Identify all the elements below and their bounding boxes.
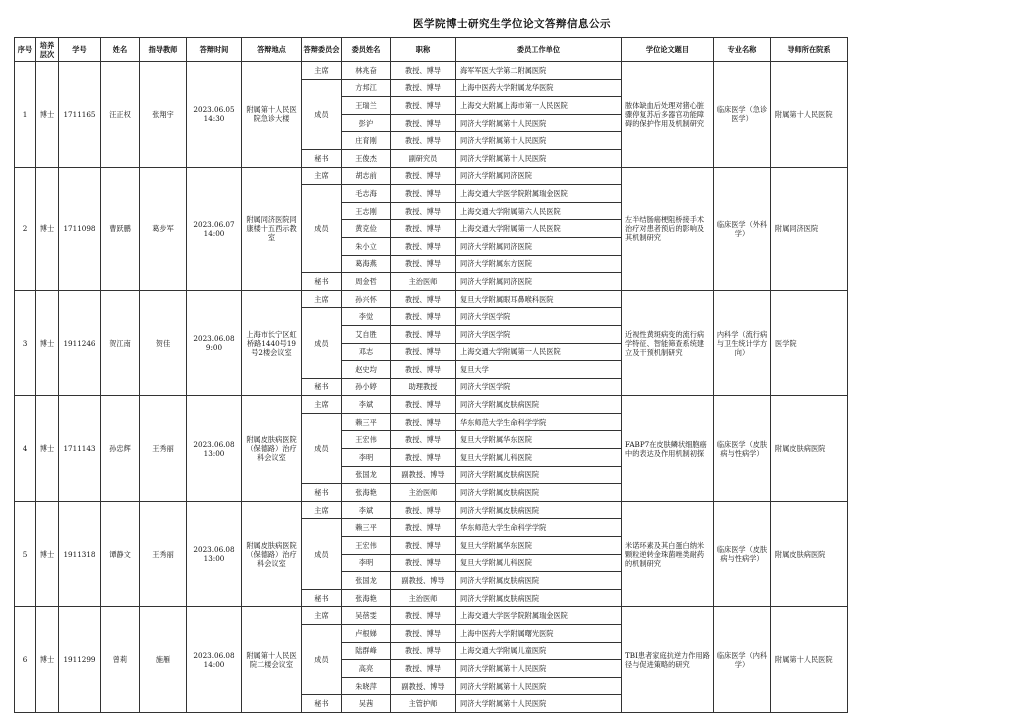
header-cell: 学号 xyxy=(59,38,101,62)
member-name: 王宏伟 xyxy=(342,537,391,555)
degree-level: 博士 xyxy=(36,607,59,713)
defense-place: 附属皮肤病医院（保德路）治疗科会议室 xyxy=(242,501,302,607)
advisor-department: 医学院 xyxy=(771,290,848,396)
defense-time: 2023.06.08 9:00 xyxy=(187,290,242,396)
member-unit: 复旦大学附属华东医院 xyxy=(456,431,622,449)
advisor-name: 张翔宇 xyxy=(140,62,187,168)
table-row xyxy=(15,501,848,519)
member-unit: 同济大学附属第十人民医院 xyxy=(456,149,622,167)
member-name: 庄育刚 xyxy=(342,132,391,150)
member-title: 教授、博导 xyxy=(391,202,456,220)
member-unit: 上海交通大学附属第一人民医院 xyxy=(456,343,622,361)
member-name: 李明 xyxy=(342,554,391,572)
member-title: 教授、博导 xyxy=(391,237,456,255)
member-unit: 同济大学附属同济医院 xyxy=(456,273,622,291)
member-name: 方邦江 xyxy=(342,79,391,97)
table-row xyxy=(15,167,848,185)
member-title: 教授、博导 xyxy=(391,660,456,678)
member-name: 葛海燕 xyxy=(342,255,391,273)
committee-role: 主席 xyxy=(302,396,342,414)
member-title: 副教授、博导 xyxy=(391,677,456,695)
student-name: 曹跃鹏 xyxy=(101,167,140,290)
committee-role: 成员 xyxy=(302,185,342,273)
header-cell: 姓名 xyxy=(101,38,140,62)
committee-role: 主席 xyxy=(302,501,342,519)
degree-level: 博士 xyxy=(36,501,59,607)
committee-role: 成员 xyxy=(302,625,342,695)
student-id: 1911299 xyxy=(59,607,101,713)
member-name: 李觉 xyxy=(342,308,391,326)
member-title: 教授、博导 xyxy=(391,537,456,555)
member-name: 陆群峰 xyxy=(342,642,391,660)
member-unit: 同济大学附属皮肤病医院 xyxy=(456,501,622,519)
student-name: 曾莉 xyxy=(101,607,140,713)
member-name: 张国龙 xyxy=(342,572,391,590)
member-title: 主管护师 xyxy=(391,695,456,713)
member-unit: 华东师范大学生命科学学院 xyxy=(456,413,622,431)
header-cell: 委员姓名 xyxy=(342,38,391,62)
member-name: 张海艳 xyxy=(342,484,391,502)
member-name: 胡志前 xyxy=(342,167,391,185)
member-name: 李斌 xyxy=(342,501,391,519)
member-title: 教授、博导 xyxy=(391,62,456,80)
committee-role: 成员 xyxy=(302,79,342,149)
member-title: 教授、博导 xyxy=(391,519,456,537)
advisor-department: 附属皮肤病医院 xyxy=(771,501,848,607)
member-unit: 同济大学附属第十人民医院 xyxy=(456,114,622,132)
major-name: 临床医学（皮肤病与性病学） xyxy=(714,396,771,502)
advisor-department: 附属同济医院 xyxy=(771,167,848,290)
student-name: 孙忠辉 xyxy=(101,396,140,502)
committee-role: 秘书 xyxy=(302,273,342,291)
header-cell: 培养层次 xyxy=(36,38,59,62)
header-cell: 委员工作单位 xyxy=(456,38,622,62)
member-title: 教授、博导 xyxy=(391,343,456,361)
header-cell: 答辩地点 xyxy=(242,38,302,62)
member-name: 卢根娣 xyxy=(342,625,391,643)
thesis-title: 近视性黄斑病变的流行病学特征、智能筛查系统建立及干预机制研究 xyxy=(622,290,714,396)
member-title: 教授、博导 xyxy=(391,413,456,431)
record-number: 1 xyxy=(15,62,36,168)
member-unit: 同济大学附属皮肤病医院 xyxy=(456,396,622,414)
member-unit: 上海交大附属上海市第一人民医院 xyxy=(456,97,622,115)
thesis-title: 米诺环素及其白蛋白纳米颗粒逆转金珠菌唑类耐药的机制研究 xyxy=(622,501,714,607)
member-name: 赖三平 xyxy=(342,413,391,431)
member-unit: 上海交通大学附属第一人民医院 xyxy=(456,220,622,238)
member-name: 彭沪 xyxy=(342,114,391,132)
member-title: 教授、博导 xyxy=(391,308,456,326)
member-unit: 上海交通大学附属第六人民医院 xyxy=(456,202,622,220)
member-unit: 同济大学医学院 xyxy=(456,325,622,343)
committee-role: 主席 xyxy=(302,62,342,80)
committee-role: 成员 xyxy=(302,308,342,378)
advisor-department: 附属第十人民医院 xyxy=(771,607,848,713)
member-title: 助理教授 xyxy=(391,378,456,396)
major-name: 内科学（流行病与卫生统计学方向） xyxy=(714,290,771,396)
member-name: 毛志海 xyxy=(342,185,391,203)
member-title: 教授、博导 xyxy=(391,431,456,449)
table-row xyxy=(15,396,848,414)
header-cell: 答辩委员会 xyxy=(302,38,342,62)
member-name: 孙小婷 xyxy=(342,378,391,396)
defense-place: 上海市长宁区虹桥路1440号19号2楼会议室 xyxy=(242,290,302,396)
major-name: 临床医学（内科学） xyxy=(714,607,771,713)
member-name: 周金哲 xyxy=(342,273,391,291)
committee-role: 主席 xyxy=(302,290,342,308)
record-number: 6 xyxy=(15,607,36,713)
student-id: 1911246 xyxy=(59,290,101,396)
defense-time: 2023.06.05 14:30 xyxy=(187,62,242,168)
thesis-title: 左半结肠癌梗阻桥接手术治疗对患者预后的影响及其机制研究 xyxy=(622,167,714,290)
member-unit: 同济大学附属皮肤病医院 xyxy=(456,572,622,590)
table-row xyxy=(15,290,848,308)
defense-place: 附属皮肤病医院（保德路）治疗科会议室 xyxy=(242,396,302,502)
member-unit: 上海中医药大学附属龙华医院 xyxy=(456,79,622,97)
student-id: 1711098 xyxy=(59,167,101,290)
member-title: 教授、博导 xyxy=(391,97,456,115)
member-title: 主治医师 xyxy=(391,589,456,607)
member-name: 朱小立 xyxy=(342,237,391,255)
member-title: 教授、博导 xyxy=(391,449,456,467)
committee-role: 秘书 xyxy=(302,484,342,502)
defense-time: 2023.06.07 14:00 xyxy=(187,167,242,290)
member-unit: 同济大学医学院 xyxy=(456,308,622,326)
student-name: 谭静文 xyxy=(101,501,140,607)
committee-role: 秘书 xyxy=(302,589,342,607)
advisor-name: 王秀丽 xyxy=(140,396,187,502)
advisor-name: 施雁 xyxy=(140,607,187,713)
member-unit: 复旦大学附属华东医院 xyxy=(456,537,622,555)
member-name: 赵史均 xyxy=(342,361,391,379)
member-title: 教授、博导 xyxy=(391,607,456,625)
degree-level: 博士 xyxy=(36,167,59,290)
header-cell: 答辩时间 xyxy=(187,38,242,62)
degree-level: 博士 xyxy=(36,290,59,396)
member-unit: 同济大学附属同济医院 xyxy=(456,167,622,185)
record-number: 5 xyxy=(15,501,36,607)
member-name: 李斌 xyxy=(342,396,391,414)
member-title: 主治医师 xyxy=(391,484,456,502)
header-cell: 专业名称 xyxy=(714,38,771,62)
member-name: 吴蓓雯 xyxy=(342,607,391,625)
table-row xyxy=(15,607,848,625)
student-name: 贺江南 xyxy=(101,290,140,396)
advisor-name: 贺佳 xyxy=(140,290,187,396)
member-name: 吴茜 xyxy=(342,695,391,713)
thesis-title: FABP7在皮肤鳞状细胞癌中的表达及作用机制初探 xyxy=(622,396,714,502)
degree-level: 博士 xyxy=(36,396,59,502)
member-name: 王俊杰 xyxy=(342,149,391,167)
member-unit: 同济大学附属皮肤病医院 xyxy=(456,466,622,484)
member-name: 张海艳 xyxy=(342,589,391,607)
member-title: 教授、博导 xyxy=(391,501,456,519)
member-title: 副教授、博导 xyxy=(391,572,456,590)
header-cell: 学位论文题目 xyxy=(622,38,714,62)
member-title: 副研究员 xyxy=(391,149,456,167)
member-name: 林兆奋 xyxy=(342,62,391,80)
table-body xyxy=(15,62,848,713)
header-cell: 导师所在院系 xyxy=(771,38,848,62)
member-title: 教授、博导 xyxy=(391,290,456,308)
committee-role: 主席 xyxy=(302,167,342,185)
member-name: 高亮 xyxy=(342,660,391,678)
header-row xyxy=(15,38,848,62)
member-title: 教授、博导 xyxy=(391,220,456,238)
member-title: 教授、博导 xyxy=(391,167,456,185)
member-unit: 同济大学附属同济医院 xyxy=(456,237,622,255)
advisor-name: 葛步军 xyxy=(140,167,187,290)
member-title: 教授、博导 xyxy=(391,325,456,343)
student-name: 汪正权 xyxy=(101,62,140,168)
member-unit: 复旦大学 xyxy=(456,361,622,379)
member-unit: 复旦大学附属眼耳鼻喉科医院 xyxy=(456,290,622,308)
defense-place: 附属第十人民医院二楼会议室 xyxy=(242,607,302,713)
committee-role: 成员 xyxy=(302,519,342,589)
major-name: 临床医学（皮肤病与性病学） xyxy=(714,501,771,607)
member-unit: 上海交通大学附属儿童医院 xyxy=(456,642,622,660)
member-unit: 上海中医药大学附属曙光医院 xyxy=(456,625,622,643)
member-name: 王宏伟 xyxy=(342,431,391,449)
header-cell: 指导教师 xyxy=(140,38,187,62)
defense-place: 附属同济医院同康楼十五西示教室 xyxy=(242,167,302,290)
member-unit: 同济大学附属第十人民医院 xyxy=(456,132,622,150)
advisor-department: 附属第十人民医院 xyxy=(771,62,848,168)
member-title: 教授、博导 xyxy=(391,625,456,643)
member-title: 教授、博导 xyxy=(391,396,456,414)
member-name: 邓志 xyxy=(342,343,391,361)
member-name: 李明 xyxy=(342,449,391,467)
defense-info-table xyxy=(14,37,848,713)
member-unit: 同济大学附属东方医院 xyxy=(456,255,622,273)
header-cell: 序号 xyxy=(15,38,36,62)
member-title: 教授、博导 xyxy=(391,361,456,379)
committee-role: 秘书 xyxy=(302,378,342,396)
student-id: 1911318 xyxy=(59,501,101,607)
member-title: 副教授、博导 xyxy=(391,466,456,484)
member-title: 教授、博导 xyxy=(391,642,456,660)
member-name: 王瑞兰 xyxy=(342,97,391,115)
defense-time: 2023.06.08 14:00 xyxy=(187,607,242,713)
member-name: 朱晓萍 xyxy=(342,677,391,695)
member-title: 教授、博导 xyxy=(391,554,456,572)
member-unit: 同济大学附属第十人民医院 xyxy=(456,660,622,678)
member-unit: 同济大学附属皮肤病医院 xyxy=(456,589,622,607)
committee-role: 秘书 xyxy=(302,149,342,167)
member-name: 孙兴怀 xyxy=(342,290,391,308)
table-row xyxy=(15,62,848,80)
member-unit: 华东师范大学生命科学学院 xyxy=(456,519,622,537)
member-unit: 复旦大学附属儿科医院 xyxy=(456,449,622,467)
member-unit: 同济大学医学院 xyxy=(456,378,622,396)
member-unit: 海军军医大学第二附属医院 xyxy=(456,62,622,80)
page-title: 医学院博士研究生学位论文答辩信息公示 xyxy=(413,18,611,30)
advisor-department: 附属皮肤病医院 xyxy=(771,396,848,502)
member-unit: 上海交通大学医学院附属瑞金医院 xyxy=(456,607,622,625)
advisor-name: 王秀丽 xyxy=(140,501,187,607)
member-unit: 同济大学附属第十人民医院 xyxy=(456,695,622,713)
thesis-title: TBI患者家庭抗逆力作用路径与促进策略的研究 xyxy=(622,607,714,713)
defense-place: 附属第十人民医院急诊大楼 xyxy=(242,62,302,168)
student-id: 1711143 xyxy=(59,396,101,502)
member-unit: 同济大学附属皮肤病医院 xyxy=(456,484,622,502)
member-name: 赖三平 xyxy=(342,519,391,537)
member-title: 教授、博导 xyxy=(391,132,456,150)
degree-level: 博士 xyxy=(36,62,59,168)
member-title: 主治医师 xyxy=(391,273,456,291)
record-number: 3 xyxy=(15,290,36,396)
member-name: 张国龙 xyxy=(342,466,391,484)
member-title: 教授、博导 xyxy=(391,185,456,203)
record-number: 2 xyxy=(15,167,36,290)
committee-role: 成员 xyxy=(302,413,342,483)
member-unit: 同济大学附属第十人民医院 xyxy=(456,677,622,695)
header-cell: 职称 xyxy=(391,38,456,62)
major-name: 临床医学（外科学） xyxy=(714,167,771,290)
defense-time: 2023.06.08 13:00 xyxy=(187,396,242,502)
student-id: 1711165 xyxy=(59,62,101,168)
member-unit: 复旦大学附属儿科医院 xyxy=(456,554,622,572)
member-name: 艾自胜 xyxy=(342,325,391,343)
member-name: 黄克俭 xyxy=(342,220,391,238)
defense-time: 2023.06.08 13:00 xyxy=(187,501,242,607)
committee-role: 秘书 xyxy=(302,695,342,713)
member-unit: 上海交通大学医学院附属瑞金医院 xyxy=(456,185,622,203)
thesis-title: 脓体缺血后处理对猪心脏骤停复苏后多器官功能障碍的保护作用及机制研究 xyxy=(622,62,714,168)
record-number: 4 xyxy=(15,396,36,502)
member-name: 王志刚 xyxy=(342,202,391,220)
member-title: 教授、博导 xyxy=(391,79,456,97)
major-name: 临床医学（急诊医学） xyxy=(714,62,771,168)
committee-role: 主席 xyxy=(302,607,342,625)
member-title: 教授、博导 xyxy=(391,114,456,132)
member-title: 教授、博导 xyxy=(391,255,456,273)
